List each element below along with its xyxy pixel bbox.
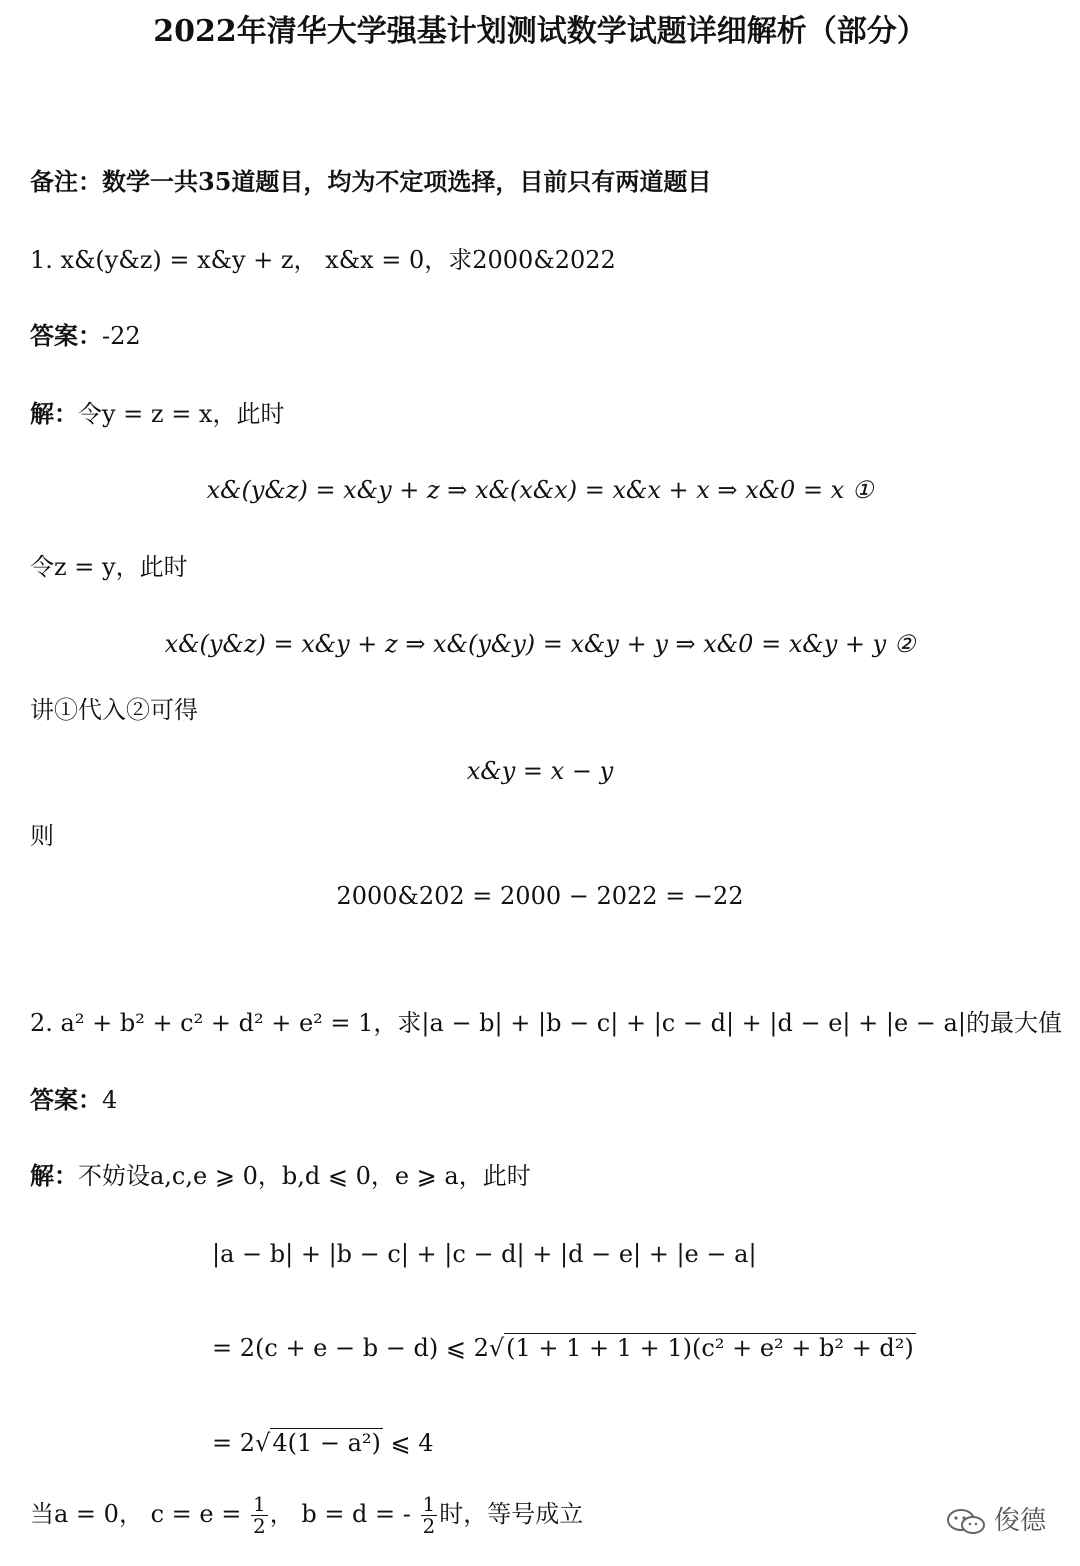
q2-solution-intro [30,1162,531,1191]
q2-eq1: |a − b| + |b − c| + |c − d| + |d − e| + |e − a| [212,1240,757,1268]
q2-eq3-root: 4(1 − a²) [272,1429,381,1457]
q2-sol-intro-text: 不妨设a,c,e ⩾ 0，b,d ⩽ 0，e ⩾ a，此时 [78,1162,531,1190]
watermark-text: 俊德 [993,1506,1046,1536]
q1-step3: 讲①代入②可得 [30,696,198,724]
q1-sol-intro-text: 令y = z = x，此时 [78,400,285,428]
q1-sol-label: 解： [30,399,78,428]
page-title: 2022年清华大学强基计划测试数学试题详细解析（部分） [153,14,927,49]
frac-den: 2 [422,1514,436,1538]
q1-eq1: x&(y&z) = x&y + z ⇒ x&(x&x) = x&x + x ⇒ x&0 = x ① [206,476,874,504]
q1-eq2: x&(y&z) = x&y + z ⇒ x&(y&y) = x&y + y ⇒ x&0 = x&y + y ② [164,630,916,658]
q2-answer-value: 4 [102,1086,118,1114]
q2-answer-label: 答案： [30,1085,102,1114]
q1-answer [30,322,141,351]
q1-answer-value: -22 [102,322,141,350]
q2-eq3: = 2√4(1 − a²) ⩽ 4 [212,1429,434,1457]
frac-den: 2 [252,1514,266,1538]
fraction-half-2 [421,1494,438,1537]
q1-answer-label: 答案： [30,321,102,350]
q2-eq3-left: = 2 [212,1429,256,1457]
note: 备注：数学一共35道题目，均为不定项选择，目前只有两道题目 [30,167,712,196]
q2-answer [30,1086,117,1115]
frac-num: 1 [252,1492,266,1516]
q1-eq4: 2000&202 = 2000 − 2022 = −22 [336,882,744,910]
q2-eq2-root: (1 + 1 + 1 + 1)(c² + e² + b² + d²) [506,1334,914,1362]
watermark [946,1500,1046,1537]
q2-cond-b: ， b = d = - [269,1500,411,1528]
q2-eq3-right: ⩽ 4 [390,1429,434,1457]
q1-question: 1. x&(y&z) = x&y + z， x&x = 0，求2000&2022 [30,246,616,274]
q1-step4: 则 [30,822,54,850]
q2-eq2: = 2(c + e − b − d) ⩽ 2√(1 + 1 + 1 + 1)(c² + e² + b² + d²) [212,1334,914,1362]
q2-question: 2. a² + b² + c² + d² + e² = 1，求|a − b| + |b − c| + |c − d| + |d − e| + |e − a|的最大值 [30,1009,1062,1037]
frac-num: 1 [422,1492,436,1516]
q1-eq3: x&y = x − y [466,757,614,785]
wechat-icon [946,1506,994,1536]
fraction-half-1 [251,1494,268,1537]
q1-step2: 令z = y，此时 [30,553,188,581]
q1-solution-intro [30,400,284,429]
q2-cond-a: 当a = 0， c = e = [30,1500,242,1528]
q2-eq2-left: = 2(c + e − b − d) ⩽ 2 [212,1334,489,1362]
q2-cond-c: 时，等号成立 [439,1500,584,1528]
q2-condition [30,1494,583,1537]
q2-sol-label: 解： [30,1161,78,1190]
